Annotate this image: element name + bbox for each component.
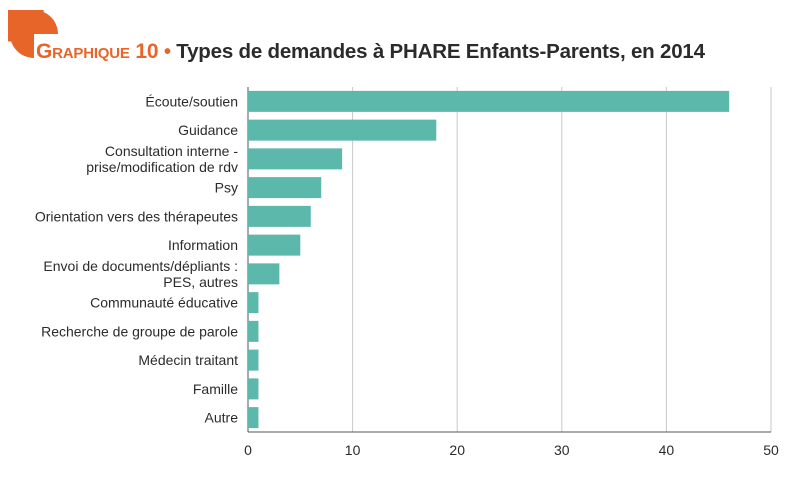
bar bbox=[248, 148, 342, 169]
x-tick-label: 0 bbox=[244, 442, 252, 458]
category-label: Écoute/soutien bbox=[145, 93, 238, 110]
x-tick-label: 50 bbox=[763, 442, 779, 458]
x-tick-label: 30 bbox=[554, 442, 570, 458]
bar bbox=[248, 263, 279, 284]
category-label: Autre bbox=[204, 409, 238, 426]
x-tick-label: 20 bbox=[449, 442, 465, 458]
bar bbox=[248, 407, 258, 428]
category-label: Recherche de groupe de parole bbox=[41, 323, 238, 340]
category-label: Envoi de documents/dépliants : bbox=[43, 257, 238, 274]
figure-label: Graphique 10 bbox=[36, 40, 159, 63]
bar bbox=[248, 292, 258, 313]
category-label: PES, autres bbox=[163, 273, 238, 290]
category-label: prise/modification de rdv bbox=[86, 158, 238, 175]
bar bbox=[248, 91, 729, 112]
x-tick-label: 40 bbox=[658, 442, 675, 458]
bar bbox=[248, 235, 300, 256]
category-label: Médecin traitant bbox=[138, 352, 238, 369]
category-label: Famille bbox=[192, 380, 238, 397]
bar bbox=[248, 120, 436, 141]
bar bbox=[248, 177, 321, 198]
category-label: Communauté éducative bbox=[90, 294, 238, 311]
category-label: Consultation interne - bbox=[104, 142, 238, 159]
bar bbox=[248, 321, 258, 342]
title-text: Types de demandes à PHARE Enfants-Parents, en 2014 bbox=[176, 40, 705, 63]
category-label: Psy bbox=[214, 179, 238, 196]
category-label: Orientation vers des thérapeutes bbox=[34, 208, 238, 225]
bar bbox=[248, 378, 258, 399]
x-tick-label: 10 bbox=[344, 442, 361, 458]
bar bbox=[248, 206, 311, 227]
bar bbox=[248, 350, 258, 371]
title-bullet: • bbox=[163, 40, 171, 63]
category-label: Information bbox=[167, 237, 238, 254]
category-label: Guidance bbox=[178, 122, 238, 139]
